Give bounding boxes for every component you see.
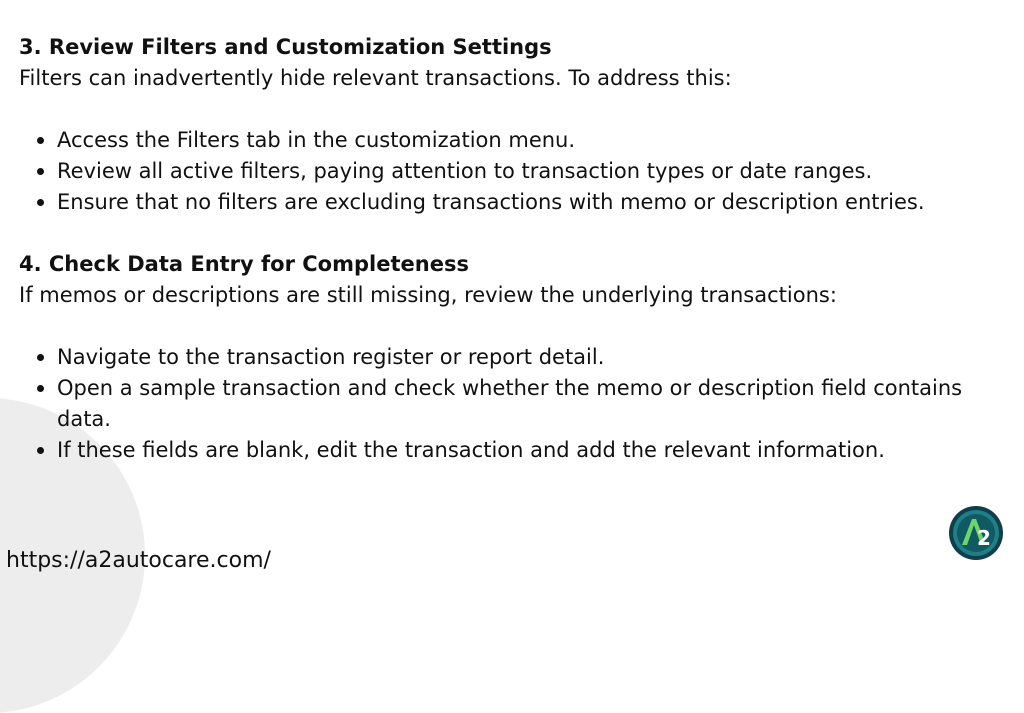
a2-logo-icon bbox=[948, 505, 1004, 561]
svg-text:2: 2 bbox=[977, 526, 991, 550]
section-heading: 3. Review Filters and Customization Settings bbox=[19, 35, 552, 59]
list-item: Navigate to the transaction register or report detail. bbox=[19, 342, 1014, 373]
list-item: Access the Filters tab in the customization menu. bbox=[19, 125, 1014, 156]
bullet-list bbox=[19, 342, 1014, 466]
section-intro: Filters can inadvertently hide relevant transactions. To address this: bbox=[19, 66, 732, 90]
section-filters bbox=[19, 32, 1014, 218]
list-item: Open a sample transaction and check whether the memo or description field contains data. bbox=[19, 373, 1014, 435]
list-item: Review all active filters, paying attention to transaction types or date ranges. bbox=[19, 156, 1014, 187]
list-item: Ensure that no filters are excluding transactions with memo or description entries. bbox=[19, 187, 1014, 218]
section-data-entry bbox=[19, 249, 1014, 466]
section-intro: If memos or descriptions are still missing, review the underlying transactions: bbox=[19, 283, 837, 307]
bullet-list bbox=[19, 125, 1014, 218]
section-heading: 4. Check Data Entry for Completeness bbox=[19, 252, 469, 276]
list-item: If these fields are blank, edit the transaction and add the relevant information. bbox=[19, 435, 1014, 466]
footer-url-link[interactable]: https://a2autocare.com/ bbox=[6, 548, 271, 573]
document-content bbox=[19, 32, 1014, 466]
